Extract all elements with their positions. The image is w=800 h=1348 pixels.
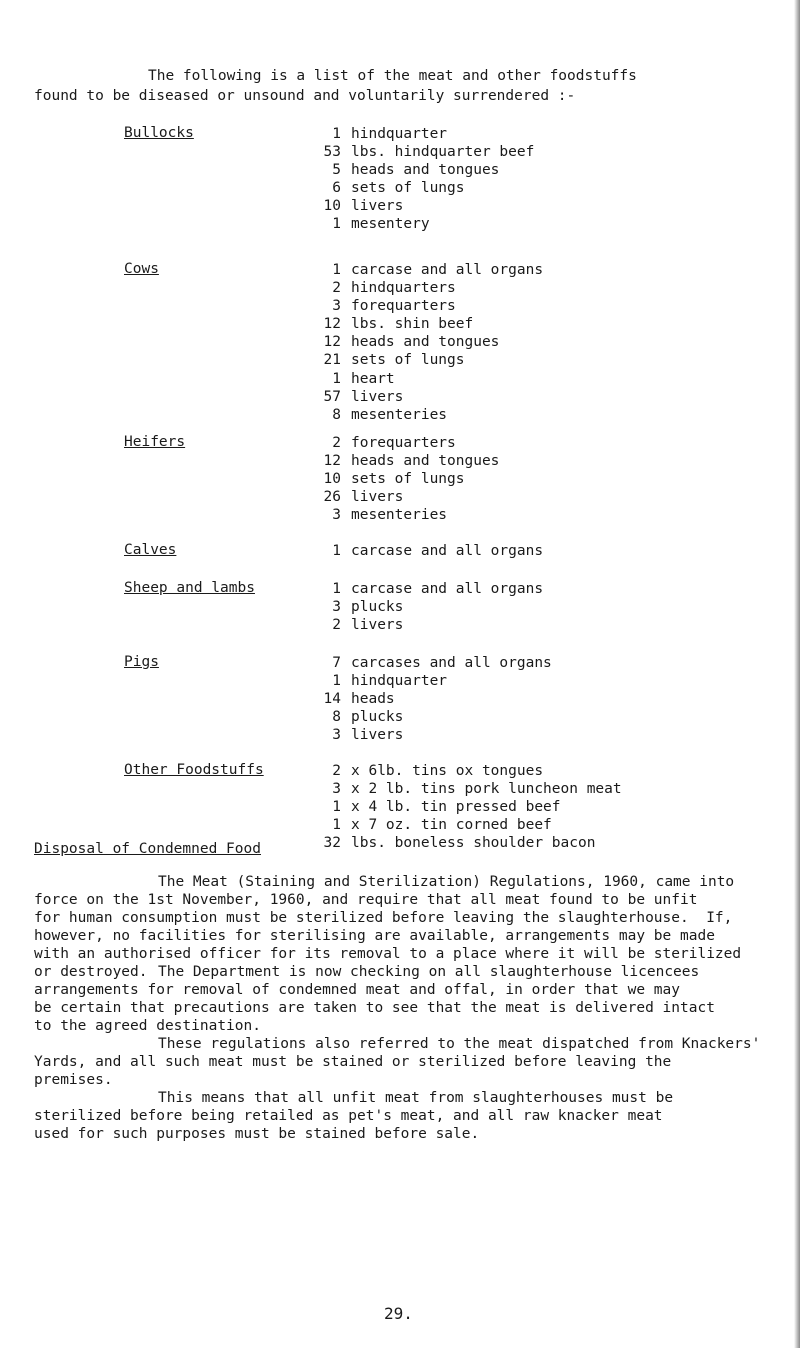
item-description: mesentery xyxy=(351,216,430,233)
item-quantity: 57 xyxy=(323,388,341,405)
list-item xyxy=(316,297,543,315)
paragraph-line: These regulations also referred to the meat dispatched from Knackers' xyxy=(158,1036,761,1052)
list-item xyxy=(316,598,543,616)
item-quantity: 5 xyxy=(332,162,341,179)
item-description: carcases and all organs xyxy=(351,655,552,671)
item-quantity: 3 xyxy=(332,781,341,798)
list-item xyxy=(316,690,552,708)
list-item xyxy=(316,261,543,279)
category-items xyxy=(316,654,552,744)
item-description: hindquarters xyxy=(351,280,456,297)
item-description: x 7 oz. tin corned beef xyxy=(351,817,552,834)
item-description: mesenteries xyxy=(351,507,448,524)
paragraph-line: force on the 1st November, 1960, and require that all meat found to be unfit xyxy=(34,892,698,908)
list-item xyxy=(316,580,543,598)
item-description: livers xyxy=(351,489,404,506)
category-label: Cows xyxy=(124,261,159,277)
item-description: x 6lb. tins ox tongues xyxy=(351,763,544,779)
list-item xyxy=(316,672,552,690)
item-quantity: 2 xyxy=(332,617,341,634)
item-quantity: 1 xyxy=(332,126,341,142)
item-quantity: 32 xyxy=(323,835,341,852)
item-description: heart xyxy=(351,370,395,387)
list-item xyxy=(316,197,534,215)
paragraph-line: The Department is now checking on all slaughterhouse licencees xyxy=(158,964,700,980)
item-quantity: 3 xyxy=(332,599,341,616)
list-item xyxy=(316,406,543,424)
intro-line-2: found to be diseased or unsound and voluntarily surrendered :- xyxy=(34,88,576,104)
item-description: lbs. boneless shoulder bacon xyxy=(351,835,596,852)
list-item xyxy=(316,315,543,333)
item-quantity: 53 xyxy=(323,144,341,161)
intro-line-1: The following is a list of the meat and other foodstuffs xyxy=(148,68,637,84)
item-quantity: 2 xyxy=(332,280,341,297)
category-label: Other Foodstuffs xyxy=(124,762,264,778)
category-items xyxy=(316,762,622,852)
item-quantity: 12 xyxy=(323,453,341,470)
item-quantity: 1 xyxy=(332,216,341,233)
item-description: lbs. hindquarter beef xyxy=(351,144,535,161)
category-label: Heifers xyxy=(124,434,186,450)
list-item xyxy=(316,333,543,351)
paragraph-line: premises. xyxy=(34,1072,113,1088)
item-description: livers xyxy=(351,198,404,215)
paragraph xyxy=(34,1035,774,1089)
item-quantity: 12 xyxy=(323,316,341,333)
item-description: forequarters xyxy=(351,298,456,315)
paragraph-line: arrangements for removal of condemned meat and offal, in order that we may xyxy=(34,982,681,998)
paragraph-line: The Meat (Staining and Sterilization) Regulations, 1960, came into xyxy=(158,874,735,890)
list-item xyxy=(316,834,622,852)
paragraph-line: Yards, and all such meat must be stained or sterilized before leaving the xyxy=(34,1054,672,1070)
item-description: sets of lungs xyxy=(351,180,465,197)
category-items xyxy=(316,434,499,524)
item-quantity: 8 xyxy=(332,406,341,423)
disposal-heading: Disposal of Condemned Food xyxy=(34,841,261,857)
list-item xyxy=(316,708,552,726)
paragraph-line: with an authorised officer for its removal to a place where it will be sterilized xyxy=(34,946,742,962)
paragraph-line: This means that all unfit meat from slaughterhouses must be xyxy=(158,1090,674,1106)
item-quantity: 2 xyxy=(332,763,341,779)
item-description: lbs. shin beef xyxy=(351,316,474,333)
paragraph xyxy=(34,963,774,1035)
item-quantity: 7 xyxy=(332,655,341,671)
item-description: hindquarter xyxy=(351,126,448,142)
item-quantity: 12 xyxy=(323,334,341,351)
item-description: sets of lungs xyxy=(351,471,465,488)
paragraph xyxy=(34,1089,774,1143)
item-description: x 4 lb. tin pressed beef xyxy=(351,799,561,816)
item-quantity: 8 xyxy=(332,709,341,726)
item-quantity: 14 xyxy=(323,691,341,708)
list-item xyxy=(316,370,543,388)
item-quantity: 26 xyxy=(323,489,341,506)
category-label: Calves xyxy=(124,542,177,558)
list-item xyxy=(316,506,499,524)
item-quantity: 2 xyxy=(332,435,341,451)
item-quantity: 1 xyxy=(332,543,341,559)
list-item xyxy=(316,452,499,470)
item-description: mesenteries xyxy=(351,406,448,423)
item-quantity: 1 xyxy=(332,370,341,387)
page-edge-shadow xyxy=(794,0,800,1348)
category-items xyxy=(316,261,543,424)
item-description: heads and tongues xyxy=(351,453,500,470)
item-description: x 2 lb. tins pork luncheon meat xyxy=(351,781,622,798)
item-description: livers xyxy=(351,388,404,405)
item-quantity: 3 xyxy=(332,507,341,524)
item-description: plucks xyxy=(351,599,404,616)
paragraph-line: however, no facilities for sterilising are available, arrangements may be made xyxy=(34,928,715,944)
category-items xyxy=(316,542,543,560)
item-description: sets of lungs xyxy=(351,352,465,369)
item-quantity: 1 xyxy=(332,262,341,278)
list-item xyxy=(316,215,534,233)
item-description: forequarters xyxy=(351,435,456,451)
item-description: carcase and all organs xyxy=(351,581,544,597)
list-item xyxy=(316,616,543,634)
paragraph-line: or destroyed. xyxy=(34,964,148,980)
item-quantity: 10 xyxy=(323,471,341,488)
item-description: livers xyxy=(351,727,404,744)
list-item xyxy=(316,780,622,798)
item-quantity: 10 xyxy=(323,198,341,215)
paragraph-line: used for such purposes must be stained before sale. xyxy=(34,1126,480,1142)
list-item xyxy=(316,726,552,744)
item-quantity: 3 xyxy=(332,298,341,315)
list-item xyxy=(316,279,543,297)
item-description: carcase and all organs xyxy=(351,543,544,559)
item-quantity: 1 xyxy=(332,817,341,834)
item-description: carcase and all organs xyxy=(351,262,544,278)
intro-text xyxy=(34,66,774,106)
item-quantity: 21 xyxy=(323,352,341,369)
list-item xyxy=(316,542,543,560)
list-item xyxy=(316,351,543,369)
item-quantity: 3 xyxy=(332,727,341,744)
list-item xyxy=(316,161,534,179)
paragraph-line: be certain that precautions are taken to see that the meat is delivered intact xyxy=(34,1000,715,1016)
item-description: hindquarter xyxy=(351,673,448,690)
item-description: heads xyxy=(351,691,395,708)
paragraph-line: to the agreed destination. xyxy=(34,1018,261,1034)
category-items xyxy=(316,580,543,634)
item-description: heads and tongues xyxy=(351,334,500,351)
item-quantity: 1 xyxy=(332,799,341,816)
list-item xyxy=(316,762,622,780)
category-items xyxy=(316,125,534,234)
item-description: livers xyxy=(351,617,404,634)
list-item xyxy=(316,388,543,406)
list-item xyxy=(316,125,534,143)
list-item xyxy=(316,488,499,506)
list-item xyxy=(316,654,552,672)
item-quantity: 1 xyxy=(332,581,341,597)
category-label: Sheep and lambs xyxy=(124,580,255,596)
item-quantity: 1 xyxy=(332,673,341,690)
list-item xyxy=(316,798,622,816)
page-number: 29. xyxy=(384,1304,413,1323)
item-quantity: 6 xyxy=(332,180,341,197)
list-item xyxy=(316,143,534,161)
item-description: heads and tongues xyxy=(351,162,500,179)
paragraph-line: for human consumption must be sterilized before leaving the slaughterhouse. If, xyxy=(34,910,733,926)
list-item xyxy=(316,470,499,488)
list-item xyxy=(316,179,534,197)
list-item xyxy=(316,816,622,834)
item-description: plucks xyxy=(351,709,404,726)
paragraph-line: sterilized before being retailed as pet's meat, and all raw knacker meat xyxy=(34,1108,663,1124)
category-label: Pigs xyxy=(124,654,159,670)
list-item xyxy=(316,434,499,452)
category-label: Bullocks xyxy=(124,125,194,141)
